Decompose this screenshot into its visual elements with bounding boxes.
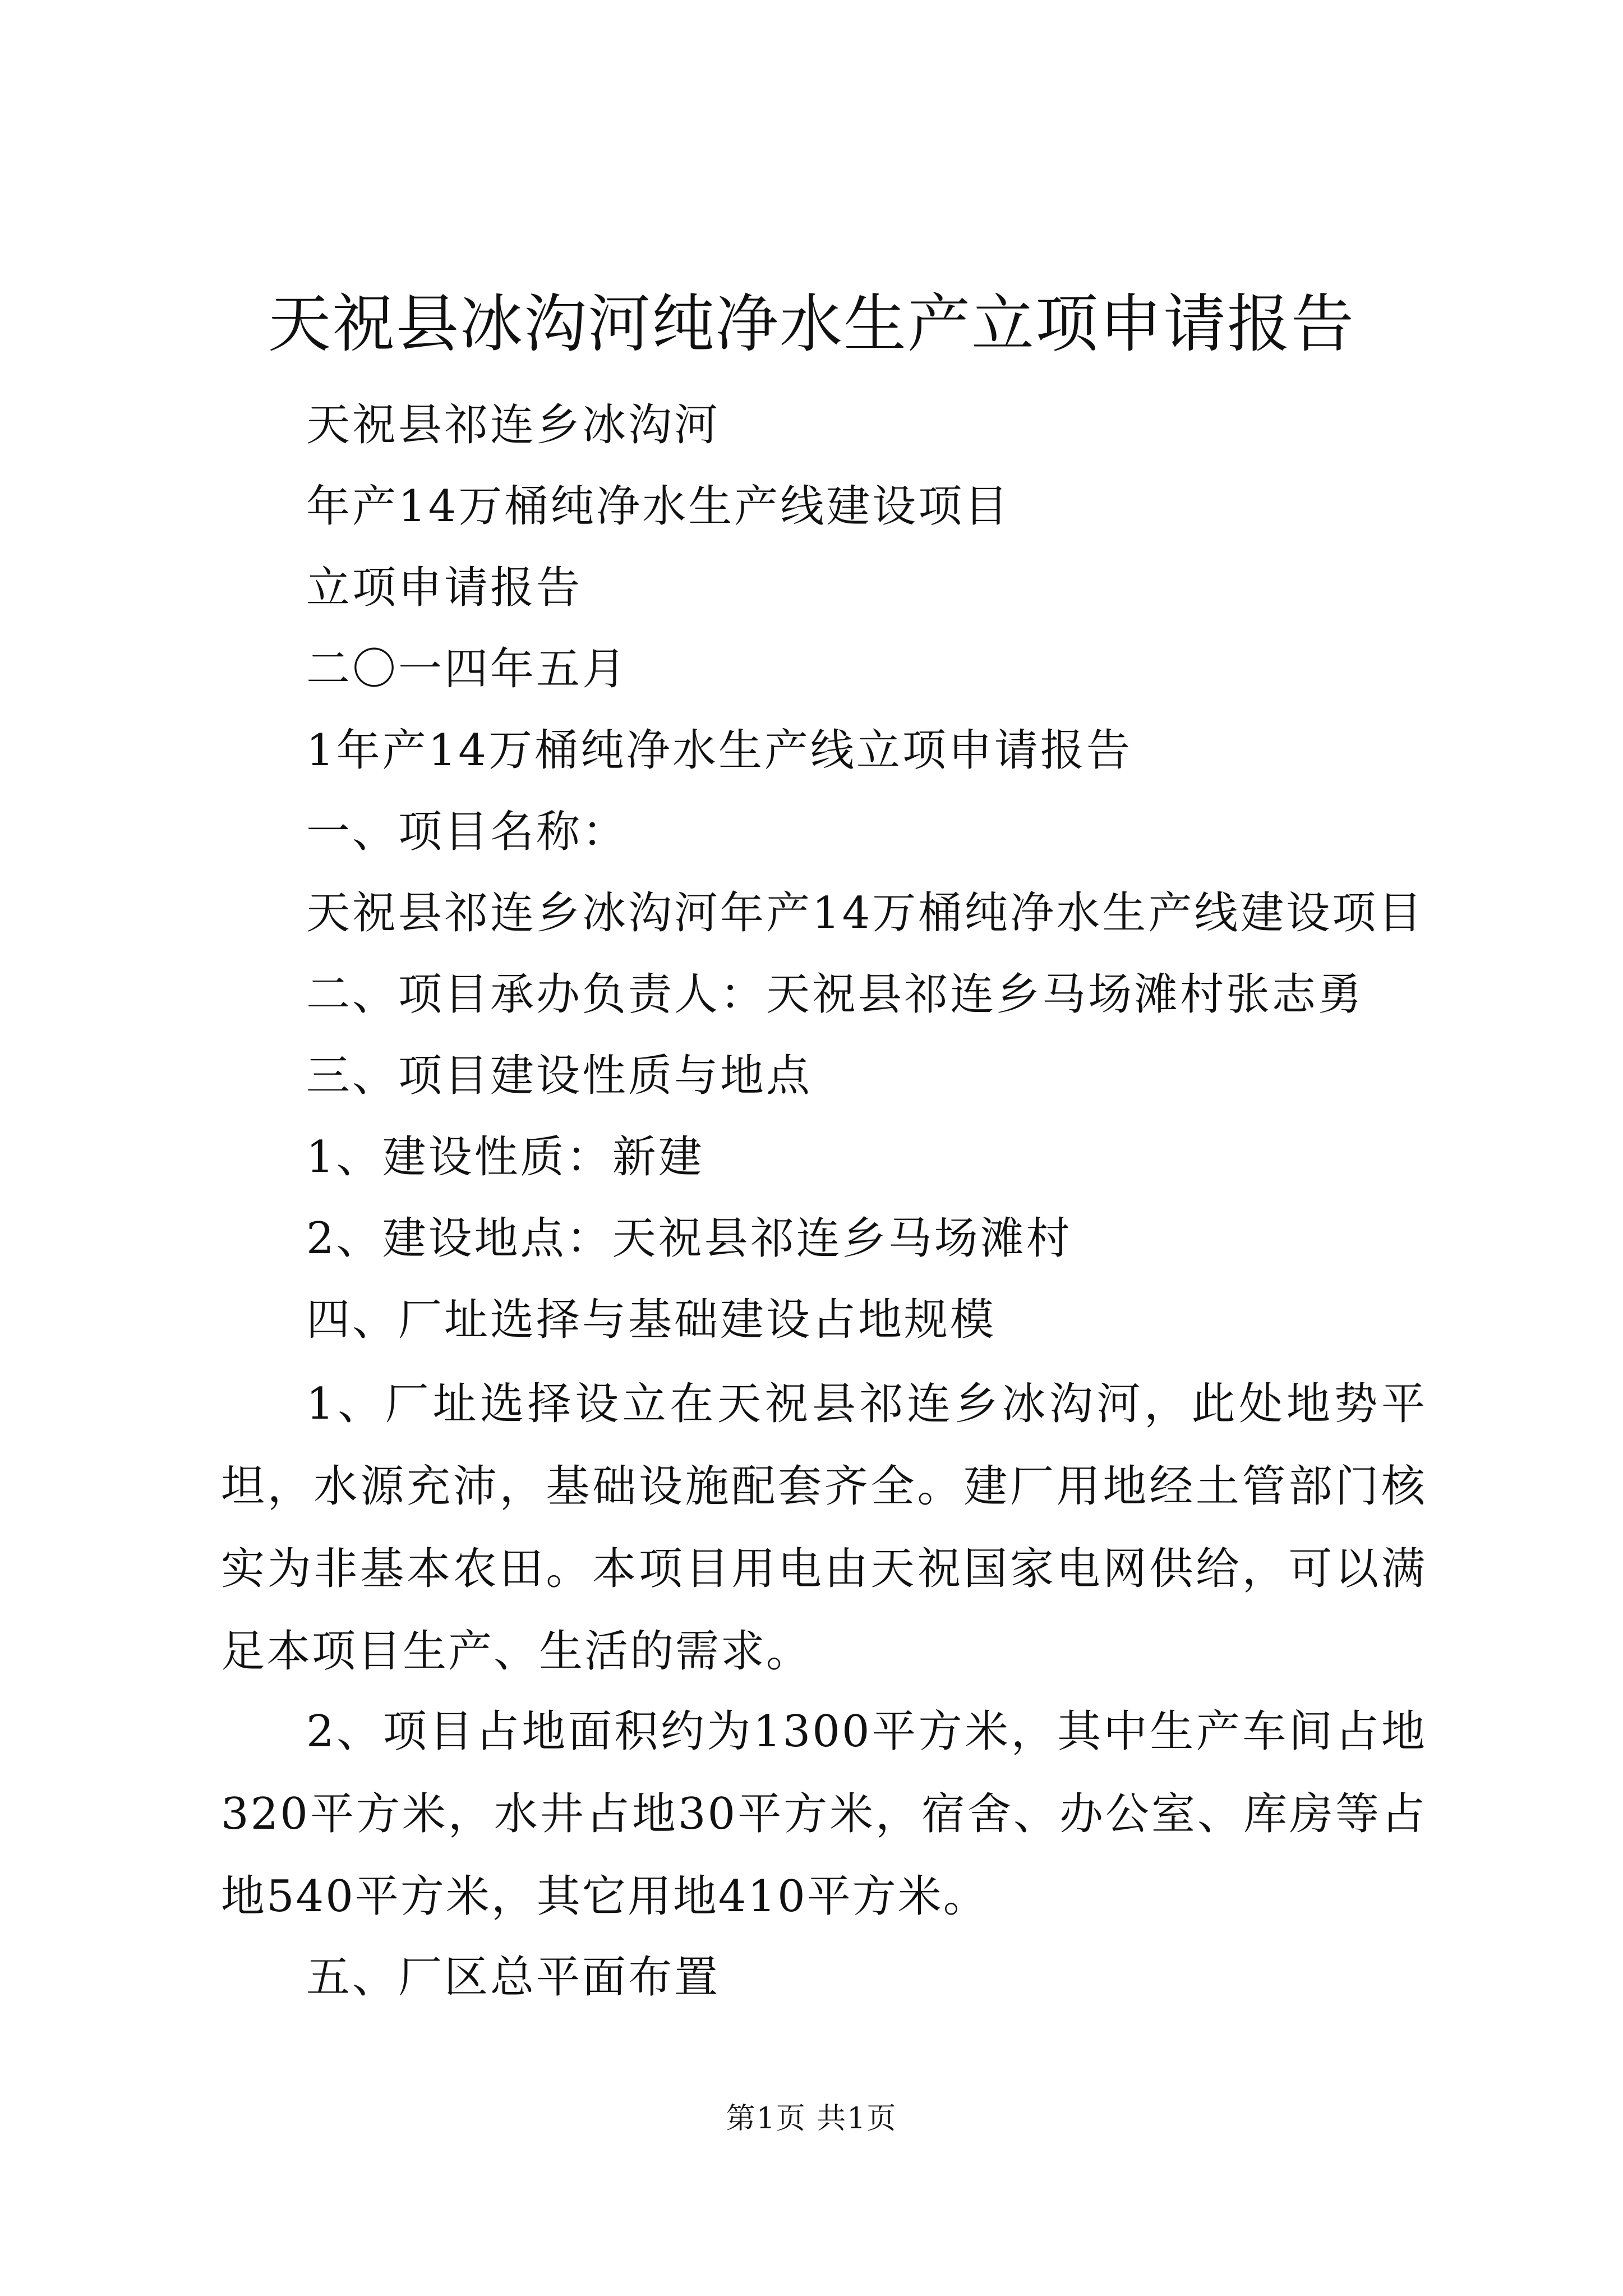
text-line: 二、项目承办负责人：天祝县祁连乡马场滩村张志勇: [306, 969, 1364, 1020]
paragraph-site-selection: 1、厂址选择设立在天祝县祁连乡冰沟河，此处地势平坦，水源充沛，基础设施配套齐全。建厂用地经土管部门核实为非基本农田。本项目用电由天祝国家电网供给，可以满足本项目生产、生活的需求。: [221, 1379, 1427, 1677]
text-line: 立项申请报告: [306, 563, 583, 613]
paragraph-land-area: 2、项目占地面积约为1300平方米，其中生产车间占地320平方米，水井占地30平方米，宿舍、办公室、库房等占地540平方米，其它用地410平方米。: [221, 1706, 1427, 1922]
section-heading: 五、厂区总平面布置: [306, 1952, 721, 2003]
text-line: 1、建设性质：新建: [306, 1132, 704, 1182]
text-line: 年产14万桶纯净水生产线建设项目: [306, 481, 1011, 532]
text-line: 1年产14万桶纯净水生产线立项申请报告: [306, 725, 1132, 776]
text-line: 天祝县祁连乡冰沟河年产14万桶纯净水生产线建设项目: [306, 888, 1424, 938]
text-line: 2、建设地点：天祝县祁连乡马场滩村: [306, 1213, 1072, 1264]
page-footer: 第1页 共1页: [726, 2102, 897, 2136]
document-title: 天祝县冰沟河纯净水生产立项申请报告: [268, 288, 1355, 361]
text-line: 二〇一四年五月: [306, 644, 629, 694]
text-line: 天祝县祁连乡冰沟河: [306, 400, 721, 450]
text-line: 一、项目名称：: [306, 807, 629, 857]
text-line: 三、项目建设性质与地点: [306, 1051, 813, 1101]
text-line: 四、厂址选择与基础建设占地规模: [306, 1295, 997, 1345]
